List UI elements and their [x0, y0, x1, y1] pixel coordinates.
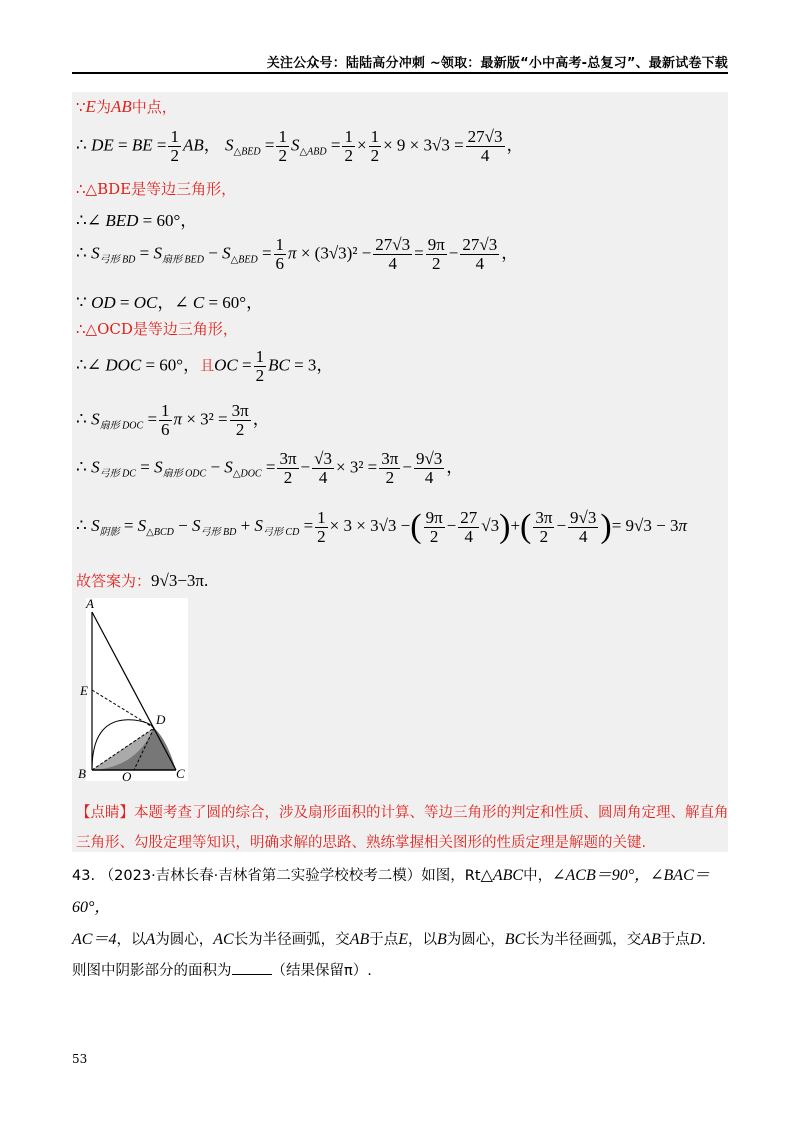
dashed-ed: [92, 690, 154, 728]
page-number: 53: [72, 1052, 88, 1066]
label-o: O: [122, 769, 132, 784]
problem-line-3: 则图中阴影部分的面积为 （结果保留π）.: [72, 963, 372, 979]
solution-line-3: ∴△BDE是等边三角形，: [76, 180, 237, 198]
page-header: 关注公众号：陆陆高分冲刺 ~领取：最新版“小中高考-总复习”、最新试卷下载: [266, 56, 728, 71]
answer-label: 故答案为：: [76, 572, 152, 590]
header-rule: [72, 72, 728, 74]
answer-blank[interactable]: [232, 962, 272, 975]
solution-line-2: ∴ DE = BE = $\frac{1}{2}$ AB， $S_{\triangle BED}$ = $\frac{1}{2}$ $S_{\triangle ABD}$ = $\frac{1}{2}$ × $\frac{1}{2}$ × 9 × 3√3 = $\frac{27√3}{4}$ ，: [76, 127, 524, 165]
label-c: C: [176, 766, 185, 781]
solution-line-4: ∴∠ BED = 60°，: [76, 211, 198, 230]
solution-line-7: ∴△OCD是等边三角形，: [76, 320, 238, 338]
key-point-note: 【点睛】本题考查了圆的综合，涉及扇形面积的计算、等边三角形的判定和性质、圆周角定理、解直角三角形、勾股定理等知识，明确求解的思路、熟练掌握相关图形的性质定理是解题的关键.: [76, 805, 729, 851]
problem-line-2: AC＝4，以A为圆心，AC长为半径画弧，交AB于点E，以B为圆心，BC长为半径画弧，交AB于点D.: [72, 931, 706, 948]
solution-line-1: ∵E为AB中点，: [76, 97, 177, 116]
solution-line-11: ∴ $S_{阴影} = S_{\triangle BCD} - S_{弓形 BD} + S_{弓形 CD}$ = $\frac{1}{2}$ × 3 × 3√3 −( $\frac{9\pi}{2}$ − $\frac{27}{4}$ √3)+( $\frac{3\pi}{2}$ − $\frac{9√3}{4}$ )= 9√3 − 3π: [76, 507, 688, 546]
solution-line-6: ∵ OD = OC，∠ C = 60°，: [76, 293, 264, 312]
solution-line-5: ∴ $S_{弓形 BD} = S_{扇形 BED} - S_{\triangle BED}$ = $\frac{1}{6}$ π × (3√3)² − $\frac{27√3}{4}$ = $\frac{9\pi}{2}$ − $\frac{27√3}{4}$ ，: [76, 235, 519, 273]
label-a: A: [86, 596, 94, 611]
solution-line-10: ∴ $S_{弓形 DC} = S_{扇形 ODC} - S_{\triangle DOC}$ = $\frac{3\pi}{2}$ − $\frac{√3}{4}$ × 3² = $\frac{3\pi}{2}$ − $\frac{9√3}{4}$ ，: [76, 449, 464, 487]
geometry-figure-svg: [78, 596, 188, 784]
solution-line-9: ∴ $S_{扇形 DOC}$ = $\frac{1}{6}$ π × 3² = $\frac{3\pi}{2}$ ，: [76, 401, 270, 439]
answer-value: 9√3−3π.: [151, 571, 209, 590]
answer-line: [76, 570, 208, 591]
geometry-figure: [78, 596, 188, 784]
problem-43: [72, 860, 732, 987]
problem-line-1: 43. （2023·吉林长春·吉林省第二实验学校校考二模）如图，Rt△ABC中，∠ACB＝90°，∠BAC＝60°，: [72, 867, 710, 916]
solution-line-8: ∴∠ DOC = 60°，且OC = $\frac{1}{2}$ BC = 3，: [76, 347, 334, 385]
label-d: D: [156, 712, 166, 727]
label-b: B: [78, 766, 86, 781]
label-e: E: [80, 683, 88, 698]
